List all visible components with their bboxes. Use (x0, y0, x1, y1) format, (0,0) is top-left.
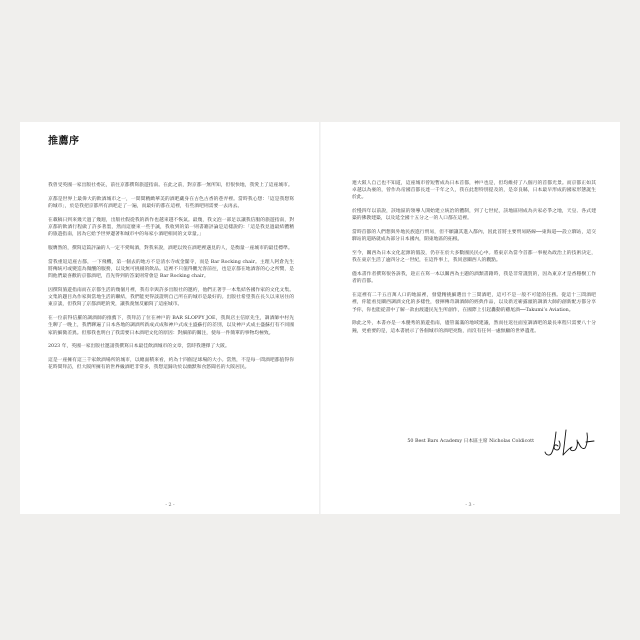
paragraph: 在一位前得信羅的調酒師的推薦下，我拜訪了位在神戶的 BAR SLOPPY JOE，我與店主信原先生，調酒師中村先生聊了一晚上，我們聊遍了日本各地的調酒所新成式成和神戶式成主盛蘇打的差別，以及神戶式成主盛蘇打有不同國家的細微差異。但那我也明白了我需要日本酒吧文化的原因：對細節的關注，使每一件簡單的事物均極致。 (48, 316, 294, 336)
page-number: - 3 - (465, 503, 475, 508)
page-number: - 2 - (165, 503, 175, 508)
paragraph: 服膺然的，撰寫這篇評論的人一定不愛喝酒，對我來說，酒吧以致在酒吧裡遇見的人，是衡量一座城市的最佳標準。 (48, 246, 293, 251)
paragraph: 當時首都的人們想與外地民族進行貿易，但不願讓其進入都內，因此首將主要貿易路線──東海道──設立驛站，這交驛站的道路就成為部分日本國內，開東地區的拓根。 (352, 230, 596, 243)
signer-name: 50 Best Bars Academy 日本區主席 Nicholas Coldicott (407, 439, 534, 444)
paragraph: 2023 年，英國一家出版社邀請我撰寫日本最佳飲酒城市的文章，當時我選擇了大阪。 (48, 344, 230, 350)
paragraph: 我曾受英國一家出版社委託，前往京都撰寫旅遊指南。在此之前，對京都一無所知，但很快地，我愛上了這座城市。 (48, 183, 293, 188)
paragraph: 除此之外，本書亦是一本優秀的旅遊指南，儘管滿滿的地域建議，然而往返往面室調酒吧的最長車程只需要八十分鐘，更重要的是，這本書展示了各個城市的酒吧亮點，而沒有任何一處無顧的世界遺產。 (352, 321, 596, 334)
paragraph: 連大阪人自己也不知道，這座城市曾短暫成為日本首都，神戶也是，但均維持了八個月的首都光景。而京都正如其卓越以為豪的，曾作為帝國首都長達一千年之久，我在此想特別提及的，是奈良縣，日本最早形成的國家形態誕生於此。 (352, 181, 596, 201)
paragraph: 於慢四年以前說，該地區的領導人開始建立統治的體制，到了七世紀，該地區則成為兵家必爭之地，天皇、各式建築的佛教建築，以及延全國十五分之一的人口都在這裡。 (352, 209, 596, 222)
paragraph: 這是一座擁有這三千家飲酒場所的城市，以總面積來看，約為十四個足球場的大小。當然，不是每一間酒吧都值得你花時間拜訪，但大阪所擁有的世界級酒吧非常多，我想這歸功於以幽默和食慾聞名的大阪居民。 (48, 358, 294, 371)
paragraph: 儘本書作者撰寫很各訴我，趁正在寫一本以關西為主題的酒類書籍時，我是非常謹賀的，因為東京才是香穩樹工作者的首都。 (352, 272, 596, 285)
paragraph: 在這裡有二千五百萬人口的地區裡，發覺精挑細選出十三間酒吧，這可不是一般不可能的任務。從這十三間酒吧裡，你能看見關西調酒文化的多樣性，發揮傳奇調酒師的經典作品，以及新近嶄露頭的調酒大師的創新配方都分享予你，你也能從書中了解一款由渡邊民先生所創作，在國際上引起轟動的雞尾酒──Takumi’s Aviation。 (352, 293, 596, 313)
page-title: 推薦序 (48, 136, 80, 147)
book-spread (20, 122, 620, 514)
paragraph: 京都是世界上最偉大的飲酒城市之一，一間間精緻華美的酒吧藏身在古色古香的巷弄裡。當時我心想：「這是我想寫的城市」，於是我把京都所有酒吧走了一遍，而最好的都在這裡，有些酒吧則需要一去再去。 (48, 196, 294, 209)
paragraph: 在載稿日到來幾天過了幾週，出版社假從我的新作也越來越不恢氣。最幾，我文泡一部足以讓我信服的旅遊指南，對京都的飲酒行程做了許多著墨，然而這麼來一些手誠，我收到的第一則書籍評論是這樣說的：「這是我見過最結體精的旅遊指南，因為它給予世界邊著和城市中的每家小酒吧相同的文章量。」 (48, 217, 294, 238)
paragraph: 當我重返這座古都，一下飛機，第一個去的地方不是清水寺或金閣寺，而是 Bar Rocking chair。主理人阿倉先生將傳統可或變造為微醺的服務，以及無可挑剔的飲品。這裡不只值得觀光客前往，也是京都在地酒客的心之所嚮，是問他們最喜歡的京都酒吧，首先得到的答案則常會是 Bar Rocking chair。 (48, 259, 294, 280)
left-page (20, 122, 320, 514)
right-page (320, 122, 620, 514)
handwritten-signature (542, 428, 596, 458)
paragraph: 因撰寫旅遊指南而在京都生活的幾個月裡，我有幸與許多出版社的邀約，他們正著手一本集結各國作家的文化文集。文集的題目為作家與當地生活的聯結，我們能更得談證明自己所在的城市是最好的。出版社希望我在長久以來居住的東京談，但我寫了京都酒吧的愛，讓我義無反顧寫了這座城市。 (48, 288, 294, 308)
paragraph: 至今，關西為日本文化起源的假設，仍存在於大多數國民民心中。將東京為當今首都一事視為政治上的技術決定，我在東京生活了逾四分之一世紀，在這件事上，我同意關西人的觀點。 (352, 251, 596, 264)
signature-block (407, 428, 596, 458)
